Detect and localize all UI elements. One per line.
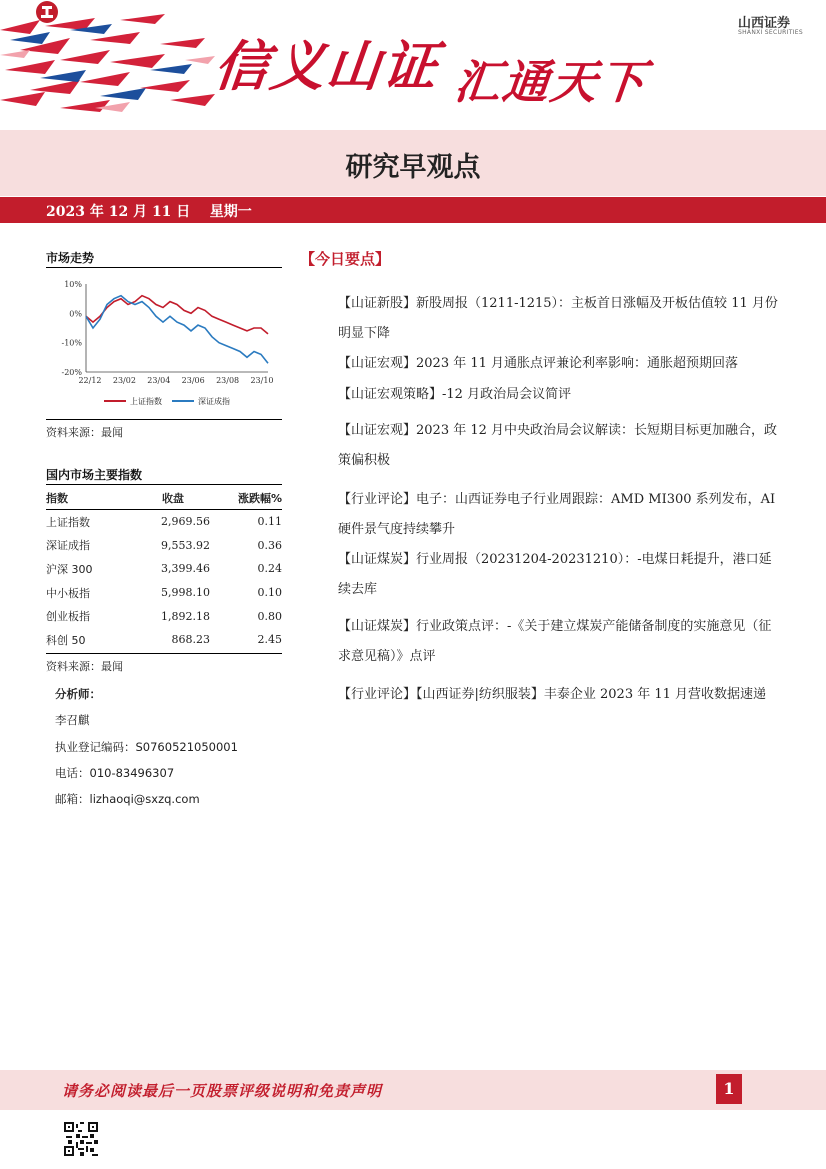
slogan-part2: 汇通天下 bbox=[451, 55, 650, 109]
close-value-cell: 1,892.18 bbox=[161, 609, 210, 623]
highlight-item[interactable]: 【山证宏观策略】-12 月政治局会议简评 bbox=[338, 387, 572, 402]
table-row bbox=[46, 628, 282, 652]
highlight-item[interactable]: 【山证煤炭】行业政策点评：-《关于建立煤炭产能储备制度的实施意见（征求意见稿）》点评 bbox=[338, 619, 772, 664]
series-line-shanghai bbox=[86, 296, 268, 334]
index-name-cell: 沪深 300 bbox=[46, 562, 93, 576]
y-tick-label: -20% bbox=[61, 368, 82, 377]
change-pct-cell: 0.11 bbox=[257, 515, 282, 529]
change-pct-cell: 0.24 bbox=[257, 562, 282, 576]
index-name-cell: 创业板指 bbox=[46, 610, 90, 624]
disclaimer-notice: 请务必阅读最后一页股票评级说明和免责声明 bbox=[62, 1082, 383, 1100]
table-row bbox=[46, 581, 282, 605]
close-value-cell: 868.23 bbox=[171, 633, 210, 647]
section-divider bbox=[46, 484, 282, 485]
close-value-cell: 9,553.92 bbox=[161, 538, 210, 552]
analyst-label: 分析师： bbox=[55, 687, 101, 701]
date-text: 2023 年 12 月 11 日 星期一 bbox=[46, 204, 252, 220]
x-tick-label: 23/04 bbox=[147, 376, 171, 385]
change-pct-cell: 0.10 bbox=[257, 586, 282, 600]
table-header-cell: 收盘 bbox=[136, 487, 210, 510]
highlight-item[interactable]: 【行业评论】电子：山西证券电子行业周跟踪：AMD MI300 系列发布，AI 硬件景气度持续攀升 bbox=[338, 492, 776, 537]
market-trend-title: 市场走势 bbox=[46, 251, 95, 265]
qr-code-icon bbox=[64, 1122, 98, 1156]
brand-logo-icon bbox=[0, 0, 100, 30]
legend-label-shanghai: 上证指数 bbox=[130, 397, 162, 406]
close-value-cell: 3,399.46 bbox=[161, 562, 210, 576]
analyst-registration: 执业登记编码：S0760521050001 bbox=[55, 740, 238, 754]
table-row bbox=[46, 534, 282, 558]
table-row bbox=[46, 510, 282, 534]
x-tick-label: 23/10 bbox=[250, 376, 274, 385]
close-value-cell: 2,969.56 bbox=[161, 515, 210, 529]
x-tick-label: 23/08 bbox=[216, 376, 240, 385]
today-highlights-title: 【今日要点】 bbox=[300, 250, 391, 268]
change-pct-cell: 0.80 bbox=[257, 609, 282, 623]
section-divider bbox=[46, 419, 282, 420]
page-title: 研究早观点 bbox=[345, 152, 481, 183]
change-pct-cell: 2.45 bbox=[257, 633, 282, 647]
x-tick-label: 23/02 bbox=[112, 376, 136, 385]
index-name-cell: 中小板指 bbox=[46, 586, 90, 600]
chart-source: 资料来源：最闻 bbox=[46, 426, 123, 439]
slogan-part1: 信义山证 bbox=[211, 34, 442, 98]
page-number: 1 bbox=[716, 1074, 742, 1104]
table-row bbox=[46, 604, 282, 628]
index-name-cell: 上证指数 bbox=[46, 515, 90, 529]
market-trend-chart bbox=[46, 276, 286, 412]
header-banner bbox=[0, 0, 826, 130]
series-line-shenzhen bbox=[86, 296, 268, 364]
analyst-phone: 电话：010-83496307 bbox=[55, 766, 175, 780]
legend-label-shenzhen: 深证成指 bbox=[198, 397, 230, 406]
brand-name: 山西证券 bbox=[738, 16, 791, 31]
section-divider bbox=[46, 267, 282, 268]
x-tick-label: 22/12 bbox=[78, 376, 102, 385]
analyst-email[interactable]: 邮箱：lizhaoqi@sxzq.com bbox=[55, 792, 200, 806]
table-header-cell: 指数 bbox=[46, 487, 136, 510]
index-table bbox=[46, 487, 282, 652]
index-name-cell: 深证成指 bbox=[46, 539, 90, 553]
index-table-title: 国内市场主要指数 bbox=[46, 468, 143, 482]
highlight-item[interactable]: 【山证煤炭】行业周报（20231204-20231210）：-电煤日耗提升，港口延续去库 bbox=[338, 552, 772, 597]
y-tick-label: -10% bbox=[61, 338, 82, 348]
table-header-row bbox=[46, 487, 282, 510]
index-name-cell: 科创 50 bbox=[46, 633, 86, 647]
x-tick-label: 23/06 bbox=[181, 376, 205, 385]
brand-english-name: SHANXI SECURITIES bbox=[738, 29, 803, 36]
y-tick-label: 10% bbox=[64, 280, 82, 289]
highlight-item[interactable]: 【山证宏观】2023 年 12 月中央政治局会议解读：长短期目标更加融合，政策偏积极 bbox=[338, 423, 778, 468]
section-divider bbox=[46, 653, 282, 654]
table-row bbox=[46, 557, 282, 581]
change-pct-cell: 0.36 bbox=[257, 538, 282, 552]
highlight-item[interactable]: 【行业评论】【山西证券|纺织服装】丰泰企业 2023 年 11 月营收数据速递 bbox=[338, 687, 767, 702]
highlight-item[interactable]: 【山证宏观】2023 年 11 月通胀点评兼论利率影响：通胀超预期回落 bbox=[338, 356, 739, 371]
analyst-name: 李召麒 bbox=[55, 713, 90, 727]
table-header-cell: 涨跌幅% bbox=[210, 487, 282, 510]
close-value-cell: 5,998.10 bbox=[161, 586, 210, 600]
highlight-item[interactable]: 【山证新股】新股周报（1211-1215）：主板首日涨幅及开板估值较 11 月份明显下降 bbox=[338, 296, 778, 341]
y-tick-label: 0% bbox=[69, 309, 82, 319]
table-source: 资料来源：最闻 bbox=[46, 660, 123, 673]
